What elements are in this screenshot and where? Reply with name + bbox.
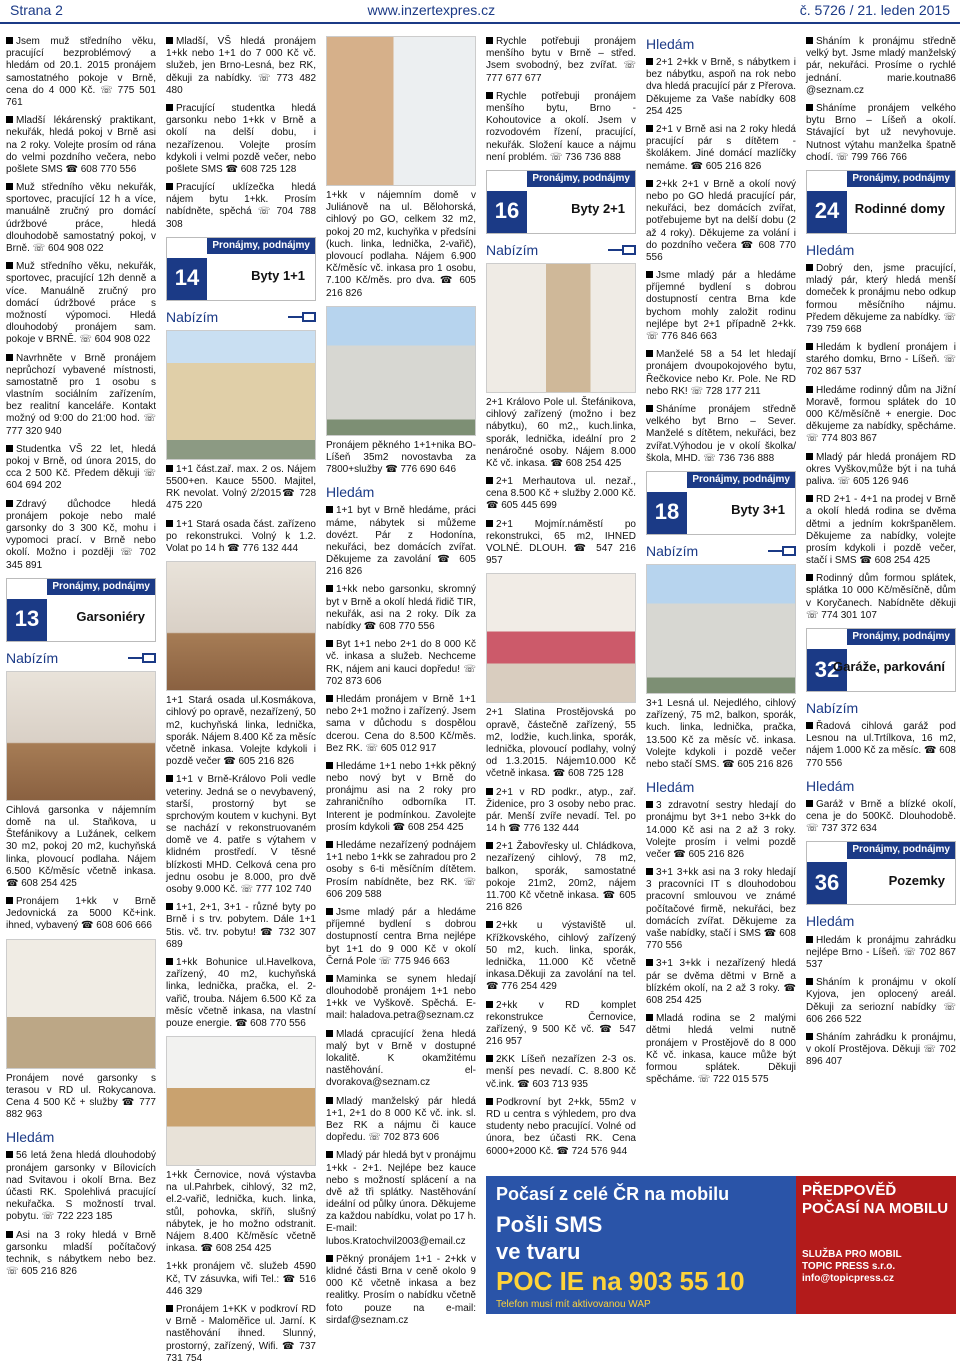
ad-item: Byt 1+1 nebo 2+1 do 8 000 Kč vč. inkasa a služeb. Nechceme RK, nájem ani kauci dopředu! ☏ 702 873 606 bbox=[326, 639, 476, 687]
ad-item: Pracující studentka hledá garsonku nebo 1+kk v Brně a okolí na delší dobu, i nezařízenou. Volejte prosím kdykoli i velmi pozdě večer, nebo pošlete SMS ☎ 608 725 128 bbox=[166, 102, 316, 175]
bullet-square-icon bbox=[486, 520, 493, 527]
arrow-right-icon bbox=[768, 546, 796, 556]
ad-item: Mladá cpracující žena hledá malý byt v Brně v dostupné lokalitě. K okamžitému nastěhování. el-dvorakova@seznam.cz bbox=[326, 1028, 476, 1089]
ad-item: 2KK Líšeň nezařízen 2-3 os. menší pes nevadí. C. 8.800 Kč vč.ink. ☎ 603 713 935 bbox=[486, 1054, 636, 1090]
banner-title: Počasí z celé ČR na mobilu bbox=[496, 1184, 730, 1204]
search-heading: Hledám bbox=[326, 484, 375, 501]
apartment-photo bbox=[166, 561, 316, 691]
ad-item: Hledám k bydlení pronájem i starého domku, Brno - Líšeň. ☏ 702 867 537 bbox=[806, 342, 956, 378]
ad-item: Jsem muž středního věku, pracující bezproblémový a hledám od 20.1. 2015 pronájem samostatného pokoje v Brně, cena do 4 000 Kč. ☏ 775 501 761 bbox=[6, 36, 156, 108]
search-heading: Hledám bbox=[806, 777, 855, 794]
ad-item: Pronájem 1+kk v Brně Jedovnická za 5000 Kč+ink. ihned, vybavený ☎ 608 606 666 bbox=[6, 896, 156, 932]
section-number: 14 bbox=[167, 258, 207, 300]
photo-caption: 3+1 Lesná ul. Nejedlého, cihlový zařízený, 75 m2, balkon, sporák, kuch. linka, lednička, pračka, 13.500 Kč za měsíc vč. inkasa. Volejte kdykoli i pozdě večer nebo stačí SMS. ☎ 605 216 826 bbox=[646, 697, 796, 770]
search-heading: Hledám bbox=[806, 913, 855, 930]
bullet-square-icon bbox=[646, 180, 653, 187]
apartment-photo bbox=[6, 671, 156, 801]
section-header-garsoniery bbox=[6, 578, 156, 642]
photo-caption: Pronájem pěkného 1+1+nika BO-Líšeň 35m2 novostavba za 7800+služby ☎ 776 690 646 bbox=[326, 439, 476, 476]
section-rubric: Pronájmy, podnájmy bbox=[47, 579, 155, 595]
photo-caption: 1+kk pronájem vč. služeb 4590 Kč, TV zásuvka, wifi Tel.: ☎ 516 446 329 bbox=[166, 1261, 316, 1297]
section-header-pozemky bbox=[806, 841, 956, 905]
section-category: Byty 2+1 bbox=[571, 201, 625, 217]
building-photo bbox=[166, 330, 316, 460]
building-photo bbox=[646, 564, 796, 694]
bullet-square-icon bbox=[806, 386, 813, 393]
bullet-square-icon bbox=[6, 262, 13, 269]
photo-caption: 2+1 Královo Pole ul. Štefánikova, cihlový zařízený (možno i bez nábytku), 60 m2,, kuch.linka, sporák, lednička, ideální pro 2 nenáročné osoby. Nájem 8.000 Kč vč. inkasa. ☎ 608 254 425 bbox=[486, 396, 636, 469]
section-number: 16 bbox=[487, 191, 527, 233]
ad-item: Pronájem 1+KK v podkroví RD v Brně - Maloměřice ul. Jarní. K nastěhování ihned. Slunný, prostorný, zařízený, Wifi. ☎ 737 731 754 bbox=[166, 1303, 316, 1364]
section-number: 24 bbox=[807, 191, 847, 233]
bullet-square-icon bbox=[646, 350, 653, 357]
bullet-square-icon bbox=[166, 37, 173, 44]
bullet-square-icon bbox=[806, 264, 813, 271]
ad-item: Mladý manželský pár hledá 1+1, 2+1 do 8 000 Kč vč. ink. sl. Bez RK a nájmu či kauce dopředu. ☏ 702 873 606 bbox=[326, 1095, 476, 1144]
section-rubric: Pronájmy, podnájmy bbox=[527, 171, 635, 187]
photo-caption: 1+kk Černovice, nová výstavba na ul.Pahrbek, cihlový, 32 m2, el.2-vařič, lednička, kuch. linka, stůl, pohovka, skříň, slušný nábytek, je ho možno odstranit. Nájem 8.400 Kč/měsíc včetně inkasa. ☎ 608 254 425 bbox=[166, 1170, 316, 1255]
ad-item: 3+1 3+kk asi na 3 roky hledají 3 pracovníci IT s dlouhodobou pracovní smlouvou ve známé počítačové firmě, nekuřáci, bez domácích zvířat. Děkujeme za vaše nabídky, stačí i SMS ☎ 608 770 556 bbox=[646, 867, 796, 952]
section-number: 32 bbox=[807, 649, 847, 691]
bullet-square-icon bbox=[486, 788, 493, 795]
bullet-square-icon bbox=[326, 585, 333, 592]
issue-date: č. 5726 / 21. leden 2015 bbox=[799, 2, 950, 19]
bullet-square-icon bbox=[806, 1033, 813, 1040]
bullet-square-icon bbox=[646, 125, 653, 132]
section-header-byty-3-1 bbox=[646, 471, 796, 535]
bullet-square-icon bbox=[486, 842, 493, 849]
apartment-photo bbox=[166, 1036, 316, 1166]
section-category: Rodinné domy bbox=[854, 201, 945, 217]
bullet-square-icon bbox=[326, 1030, 333, 1037]
weather-sms-banner bbox=[486, 1176, 956, 1314]
ad-item: Muž středního věku nekuřák, sportovec, pracující 12 h a více, manuálně zručný pro domácí údržbové práce, hledá dlouhodobě samostatný pokoj, v Brně. ☏ 604 908 022 bbox=[6, 182, 156, 254]
ad-item: Hledám k pronájmu zahrádku nejlépe Brno - Líšeň. ☏ 702 867 537 bbox=[806, 934, 956, 970]
section-rubric: Pronájmy, podnájmy bbox=[207, 238, 315, 254]
ad-item: 1+kk Bohunice ul.Havelkova, zařízený, 40 m2, kuchyňská linka, lednička, pračka, el. 2-vařič, trouba. Nájem 6.500 Kč za měsíc včetně inkasa, na vlastní pouze energie. ☎ 608 770 556 bbox=[166, 956, 316, 1029]
bathroom-photo bbox=[326, 36, 476, 186]
ad-item: 2+1 v RD podkr., atyp., zař. Židenice, pro 3 osoby nebo prac. pár. Menší zvíře nevadí. Tel. po 14 h ☎ 776 132 444 bbox=[486, 786, 636, 835]
bullet-square-icon bbox=[326, 762, 333, 769]
bullet-square-icon bbox=[6, 500, 13, 507]
ad-item: Rychle potřebuji pronájem menšího bytu, Brno - Kohoutovice a okolí. Jsem v rozvodovém řízení, pracující, nekuřák. Složení kauce a nájmu není problém. ☏ 736 736 888 bbox=[486, 90, 636, 163]
section-header-byty-2-1 bbox=[486, 170, 636, 234]
ad-item: 2+1 2+kk v Brně, s nábytkem i bez nábytku, aspoň na rok nebo dva hledá pracující pár z Přerova. Děkujeme za Vaše nabídky 608 254 425 bbox=[646, 57, 796, 117]
banner-sms-code: POC IE na 903 55 10 bbox=[496, 1265, 745, 1296]
bullet-square-icon bbox=[166, 1305, 173, 1312]
ad-item: 2+1 Mojmír.náměstí po rekonstrukci, 65 m2, IHNED VOLNÉ. DLOUH. ☎ 547 216 957 bbox=[486, 518, 636, 567]
bullet-square-icon bbox=[486, 92, 493, 99]
section-number: 36 bbox=[807, 862, 847, 904]
ad-item: 2+kk u výstaviště ul. Křížkovského, cihlový zařízený 50 m2, kuch. linka, sporák, lednička, 11.000 Kč včetně inkasa.Děkuji za zavolání na tel. ☎ 776 254 429 bbox=[486, 920, 636, 993]
bullet-square-icon bbox=[646, 271, 653, 278]
offer-heading: Nabízím bbox=[486, 242, 636, 259]
search-heading: Hledám bbox=[6, 1129, 55, 1146]
search-heading: Hledám bbox=[806, 241, 855, 258]
building-photo bbox=[326, 306, 476, 436]
section-category: Pozemky bbox=[888, 872, 945, 888]
bullet-square-icon bbox=[486, 1001, 493, 1008]
photo-caption: 2+1 Slatina Prostějovská po opravě, částečně zařízený, 55 m2, lodžie, kuch.linka, sporák, lednička, plovoucí podlahy, volný od 1.3.2015. Nájem10.000 Kč včetně inkasa. ☎ 608 725 128 bbox=[486, 707, 636, 780]
bullet-square-icon bbox=[646, 868, 653, 875]
ad-item: Řadová cihlová garáž pod Lesnou na ul.Trtílkova, 16 m2, nájem 1.000 Kč za měsíc. ☎ 608 770 556 bbox=[806, 721, 956, 769]
ad-item: Zdravý důchodce hledá pronájem pokoje nebo malé garsonky do 3 300 Kč, mohu i vypomoci prací. v Brně nebo okolí. Možno i později ☏ 702 345 891 bbox=[6, 498, 156, 571]
bullet-square-icon bbox=[6, 354, 13, 361]
ad-item: Hledáme nezařízený podnájem 1+1 nebo 1+kk se zahradou pro 2 osoby s 6-ti měsíčním dítětem. Prosím nabídněte, bez RK. ☏ 606 209 588 bbox=[326, 840, 476, 900]
ad-item: Navrhněte v Brně pronájem neprůchozí vybavené místnosti, samostatně pro 1 osobu s vlastním sociálním zařízením, bez realitní kanceláře. Kontakt možný od 9:00 do 21:00 hod. ☏ 777 320 940 bbox=[6, 352, 156, 437]
bullet-square-icon bbox=[806, 37, 813, 44]
bullet-square-icon bbox=[166, 520, 173, 527]
bullet-square-icon bbox=[326, 1255, 333, 1262]
ad-item: Studentka VŠ 22 let, hledá pokoj v Brně, od února 2015, do cca 2 500 Kč. Předem děkuji ☏ 604 694 202 bbox=[6, 443, 156, 492]
ad-item: Mladší, VŠ hledá pronájem 1+kk nebo 1+1 do 7 000 Kč vč. služeb, jen Brno-Lesná, bez RK, děkuji za nabídky. ☏ 773 482 480 bbox=[166, 36, 316, 96]
bullet-square-icon bbox=[166, 775, 173, 782]
ad-item: Hledáme rodinný dům na Jižní Moravě, formou splátek do 10 000 Kč/měsíčně + energie. Doc děkujeme za nabídky, spěcháme. ☏ 774 803 867 bbox=[806, 384, 956, 445]
apartment-photo bbox=[486, 263, 636, 393]
ad-item: Mladá rodina se 2 malými dětmi hledá velmi nutně pronájem v Prostějově do 8 000 Kč vč. inkasa, kauce může být formou splátek. Děkuji spěcháme. ☏ 722 015 575 bbox=[646, 1013, 796, 1086]
bullet-square-icon bbox=[166, 183, 173, 190]
ad-item: Mladší lékárenský praktikant, nekuřák, hledá pokoj v Brně asi na 2 roky. Volejte prosím od rána do velmi pozdního večera, nebo pošlete SMS ☎ 608 770 556 bbox=[6, 115, 156, 175]
section-rubric: Pronájmy, podnájmy bbox=[847, 171, 955, 187]
apartment-photo bbox=[6, 939, 156, 1069]
ad-item: Sháníme pronájem velkého bytu Brno – Líšeň a okolí. Stávající byt už nevyhovuje. Nutnost výtahu manželka špatně chodí. ☏ 799 766 766 bbox=[806, 102, 956, 163]
banner-right-title: PŘEDPOVĚĎ POČASÍ NA MOBILU bbox=[802, 1182, 949, 1218]
bullet-square-icon bbox=[646, 405, 653, 412]
section-rubric: Pronájmy, podnájmy bbox=[687, 472, 795, 488]
bullet-square-icon bbox=[166, 958, 173, 965]
ad-item: Manželé 58 a 54 let hledají pronájem dvoupokojového bytu, Řečkovice nebo Kr. Pole. Ne RD nebo RK! ☏ 728 177 211 bbox=[646, 349, 796, 397]
search-heading: Hledám bbox=[646, 779, 695, 796]
bullet-square-icon bbox=[326, 640, 333, 647]
ad-item: 2+1 v Brně asi na 2 roky hledá pracující pár s dítětem - školákem. Jiné domácí mazlíčky nemáme. ☎ 605 216 826 bbox=[646, 124, 796, 172]
ad-item: 2+kk 2+1 v Brně a okolí nový nebo po GO hledá pracující pár, nekuřáci, bez domácích zvířat, potřebujeme byt na delší dobu (2 až 4 roky). Děkujeme za volání i do pozdního večera ☎ 608 770 556 bbox=[646, 178, 796, 263]
photo-caption: Cihlová garsonka v nájemním domě na ul. Staňkova, u Štefánikovy a Lužánek, celkem 30 m2, pokoj 20 m2, kuchyňská linka, plovoucí podlaha. Nájem 6.500 Kč/měsíc včetně inkasa. ☎ 608 254 425 bbox=[6, 804, 156, 889]
bullet-square-icon bbox=[6, 897, 13, 904]
bullet-square-icon bbox=[806, 722, 813, 729]
bullet-square-icon bbox=[486, 1055, 493, 1062]
ad-item: 2+1 Žabovřesky ul. Chládkova, nezařízený cihlový, 78 m2, balkon, sporák, samostatné pokoje 21m2, 20m2, nájem 11.700 Kč včetně inkasa. ☎ 605 216 826 bbox=[486, 841, 636, 914]
column-5 bbox=[646, 36, 796, 1319]
ad-item: 1+1 Stará osada část. zařízeno po rekonstrukci. Volný k 1.2. Volat po 14 h ☎ 776 132 444 bbox=[166, 518, 316, 555]
ad-item: Sháníme pronájem středně velkého byt Brno – Sever. Manželé s dítětem, nekuřáci, bez zvířat.Výhodou je v okolí školka/škola, MHD. ☏ 736 736 888 bbox=[646, 403, 796, 464]
bullet-square-icon bbox=[806, 343, 813, 350]
ad-item: Sháním k pronájmu v okolí Kyjova, jen oplocený areál. Děkuji za seriozní nabídky ☏ 606 266 522 bbox=[806, 977, 956, 1025]
bullet-square-icon bbox=[6, 1151, 13, 1158]
photo-caption: 1+1 Stará osada ul.Kosmákova, cihlový po opravě, nezařízený, 50 m2, kuchyňská linka, lednička, sporák. Nájem 8.400 Kč za měsíc včetně inkasa. Volejte kdykoli i pozdě večer ☎ 605 216 826 bbox=[166, 695, 316, 768]
ad-item: Rychle potřebuji pronájem menšího bytu v Brně – střed. Jsem svobodný, bez zvířat. ☏ 777 677 677 bbox=[486, 36, 636, 84]
bullet-square-icon bbox=[6, 445, 13, 452]
ad-item: 3+1 3+kk i nezařízený hledá pár se dvěma dětmi v Brně a blízkém okolí, na 2 až 3 roky. ☎ 608 254 425 bbox=[646, 958, 796, 1006]
site-url[interactable]: www.inzertexpres.cz bbox=[367, 2, 496, 19]
ad-item: Mladý pár hledá byt v pronájmu 1+kk - 2+1. Nejlépe bez kauce nebo s možností splácení a na dvě až tři splátky. Nastěhování ideální od půlky února. Děkujeme za každou nabídku, volat po 17 h. E-mail: lubos.Kratochvil2003@email.cz bbox=[326, 1150, 476, 1247]
column-2 bbox=[166, 36, 316, 1364]
bullet-square-icon bbox=[6, 183, 13, 190]
ad-item: 2+kk v RD komplet rekonstrukce Černovice, zařízený, 9 500 Kč vč. ☎ 547 216 957 bbox=[486, 999, 636, 1048]
bullet-square-icon bbox=[326, 841, 333, 848]
section-number: 18 bbox=[647, 492, 687, 534]
bullet-square-icon bbox=[806, 453, 813, 460]
bullet-square-icon bbox=[6, 1231, 13, 1238]
photo-caption: 1+kk v nájemním domě v Juliánově na ul. Bělohorská, cihlový po GO, celkem 32 m2, pokoj 20 m2, kuchyňka v předsíni (kuch. linka, lednička, 2-vařič), plovoucí podlaha. Nájem 6.900 Kč/měsíc vč. inkasa pro 1 osobu, 7.100 Kč/měs. pro dva. ☎ 605 216 826 bbox=[326, 190, 476, 299]
apartment-photo bbox=[486, 573, 636, 703]
ad-item: Rodinný dům formou splátek, splátka 10 000 Kč/měsíčně, dům v Koryčanech. Nabídněte děkuji ☏ 774 301 107 bbox=[806, 573, 956, 621]
bullet-square-icon bbox=[166, 465, 173, 472]
section-category: Byty 3+1 bbox=[731, 502, 785, 518]
ad-item: Dobrý den, jsme pracující, mladý pár, který hledá menší domeček k pronájmu nebo odkup formou měsíčního nájmu. Předem děkujeme za nabídky. ☏ 739 759 668 bbox=[806, 262, 956, 335]
bullet-square-icon bbox=[326, 1097, 333, 1104]
ad-item: 2+1 Merhautova ul. nezař., cena 8.500 Kč + služby 2.000 Kč. ☎ 605 445 699 bbox=[486, 476, 636, 512]
bullet-square-icon bbox=[326, 695, 333, 702]
banner-line2: ve tvaru bbox=[496, 1238, 581, 1264]
section-category: Garsoniéry bbox=[76, 608, 145, 624]
ad-item: Muž středního věku, nekuřák, sportovec, pracující 12h denně a více. Manuálně zručný pro domácí údržbové práce s možností výpomoci. Hledá dlouhodobý pronájem sam. pokoje v BRNĚ. ☏ 604 908 022 bbox=[6, 261, 156, 346]
section-number: 13 bbox=[7, 599, 47, 641]
ad-item: Garáž v Brně a blízké okolí, cena je do 500Kč. Dlouhodobě. ☏ 737 372 634 bbox=[806, 798, 956, 835]
offer-heading: Nabízím bbox=[806, 700, 859, 717]
offer-heading: Nabízím bbox=[6, 650, 156, 667]
ad-item: Hledám pronájem v Brně 1+1 nebo 2+1 možno i zařízený. Jsem sama v důchodu s dospělou dcerou. Cena do 8.500 Kč/měs. Bez RK. ☏ 605 012 917 bbox=[326, 693, 476, 754]
section-header-byty-1-1 bbox=[166, 237, 316, 301]
bullet-square-icon bbox=[326, 506, 333, 513]
bullet-square-icon bbox=[486, 37, 493, 44]
bullet-square-icon bbox=[646, 1014, 653, 1021]
bullet-square-icon bbox=[6, 116, 13, 123]
ad-item: Pracující uklízečka hledá nájem bytu 1+kk. Prosím nabídněte, spěchá ☏ 704 788 308 bbox=[166, 182, 316, 230]
bullet-square-icon bbox=[806, 495, 813, 502]
ad-item: 1+1 část.zař. max. 2 os. Nájem 5500+en. Kauce 5500. Majitel, RK nevolat. Volný 2/2015☎ 728 475 220 bbox=[166, 463, 316, 512]
bullet-square-icon bbox=[806, 574, 813, 581]
bullet-square-icon bbox=[486, 477, 493, 484]
ad-item: Sháním k pronájmu středně velký byt. Jsme mladý manželský pár, nekuřáci. Prosíme o rychlé jednání. marie.koutna86 @seznam.cz bbox=[806, 36, 956, 96]
ad-item: Jsme mladý pár a hledáme příjemné bydlení s dobrou dostupností centra Brna kde bychom mohly založit rodinu nejlépe byt 2+1 případně 2+kk. ☏ 776 846 663 bbox=[646, 270, 796, 343]
section-header-rodinne-domy bbox=[806, 170, 956, 234]
ad-item: Sháním zahrádku k pronájmu, v okolí Prostějova. Děkuji ☏ 702 896 407 bbox=[806, 1031, 956, 1068]
bullet-square-icon bbox=[806, 800, 813, 807]
column-1 bbox=[6, 36, 156, 1319]
arrow-right-icon bbox=[608, 245, 636, 255]
offer-heading: Nabízím bbox=[166, 309, 316, 326]
banner-left bbox=[486, 1176, 796, 1314]
ad-item: 1+kk nebo garsonku, skromný byt v Brně a okolí hledá řidič TIR, nekuřák, asi na 2 roky. Dík za nabídky ☎ 608 770 556 bbox=[326, 584, 476, 633]
page-header bbox=[0, 0, 960, 24]
bullet-square-icon bbox=[646, 801, 653, 808]
ad-item: 1+1, 2+1, 3+1 - různé byty po Brně i s trv. pobytem. Dále 1+1 5tis. vč. trv. pobytu! ☎ 732 307 689 bbox=[166, 902, 316, 950]
bullet-square-icon bbox=[326, 1151, 333, 1158]
column-3 bbox=[326, 36, 476, 1326]
bullet-square-icon bbox=[166, 104, 173, 111]
ad-item: 1+1 v Brně-Královo Poli vedle veteriny. Jedná se o nevybavený, starší, prostorný byt se sprchovým koutem v kuchyni. Byt se nachází v rekonstruovaném domě ve 4. patře s výtahem v klidném prostředí. V těsné blízkosti MHD. Celková cena pro jednu osobu je 8.000, pro dvě osoby 9.000 Kč. ☏ 777 102 740 bbox=[166, 774, 316, 896]
ad-item: Asi na 3 roky hledá v Brně garsonku mladší počítačový technik, s nábytkem nebo bez. ☏ 605 216 826 bbox=[6, 1229, 156, 1278]
bullet-square-icon bbox=[646, 959, 653, 966]
photo-caption: Pronájem nové garsonky s terasou v RD ul. Rokycanova. Cena 4 500 Kč + služby ☎ 777 882 963 bbox=[6, 1072, 156, 1121]
bullet-square-icon bbox=[486, 1098, 493, 1105]
bullet-square-icon bbox=[806, 104, 813, 111]
bullet-square-icon bbox=[6, 37, 13, 44]
ad-item: Pěkný pronájem 1+1 - 2+kk v klidné části Brna v ceně okolo 9 000 Kč včetně inkasa a bez realitky. Prosím o nabídku včetně foto pouze na e-mail: sirdaf@seznam.cz bbox=[326, 1253, 476, 1326]
ad-item: 3 zdravotní sestry hledají do pronájmu byt 3+1 nebo 3+kk do 14.000 Kč asi na 2 až 3 roky. Volejte prosím i velmi pozdě večer ☎ 605 216 826 bbox=[646, 800, 796, 860]
ad-item: Mladý pár hledá pronájem RD okres Vyškov,může být i na tuhá paliva. ☏ 605 126 946 bbox=[806, 451, 956, 487]
ad-item: Maminka se synem hledají dlouhodobě pronájem 1+1 nebo 1+kk ve Vyškově. Spěchá. E-mail: haladova.petra@seznam.cz bbox=[326, 973, 476, 1022]
ad-item: Jsme mladý pár a hledáme příjemné bydlení s dobrou dostupností centra Brna nejlépe byt 1+1 do 9 000 Kč v okolí Černá Pole ☏ 775 946 663 bbox=[326, 906, 476, 967]
column-4 bbox=[486, 36, 636, 1319]
bullet-square-icon bbox=[806, 978, 813, 985]
offer-heading: Nabízím bbox=[646, 543, 796, 560]
banner-right-small1: SLUŽBA PRO MOBIL bbox=[802, 1248, 902, 1260]
ad-item: 1+1 byt v Brně hledáme, práci máme, nábytek si můžeme dovézt. Pár z Hodonína, nekuřáci, bez domácích zvířat. Děkujeme za zavolání ☎ 605 216 826 bbox=[326, 505, 476, 578]
page-number: Strana 2 bbox=[10, 2, 63, 19]
bullet-square-icon bbox=[166, 903, 173, 910]
ad-item: Podkrovní byt 2+kk, 55m2 v RD u centra s výhledem, pro dva studenty nebo pracující. Volné od února, bez účasti RK. Cena 6000+2000 Kč. ☎ 724 576 944 bbox=[486, 1096, 636, 1157]
arrow-right-icon bbox=[128, 653, 156, 663]
bullet-square-icon bbox=[646, 58, 653, 65]
section-rubric: Pronájmy, podnájmy bbox=[847, 629, 955, 645]
section-category: Byty 1+1 bbox=[251, 267, 305, 283]
section-rubric: Pronájmy, podnájmy bbox=[847, 842, 955, 858]
bullet-square-icon bbox=[486, 921, 493, 928]
ad-item: 56 letá žena hledá dlouhodobý pronájem garsonky v Bílovicích nad Svitavou i okolí Brna. Bez účasti RK. Spolehlivá pracující nekuřačka. S možností trval. pobytu. ☏ 722 223 185 bbox=[6, 1150, 156, 1223]
search-heading: Hledám bbox=[646, 36, 695, 52]
section-category: Garáže, parkování bbox=[833, 659, 945, 675]
bullet-square-icon bbox=[326, 975, 333, 982]
section-header-garaze bbox=[806, 628, 956, 692]
banner-line1: Pošli SMS bbox=[496, 1211, 603, 1237]
banner-footer: Telefon musí mít aktivovanou WAP bbox=[496, 1299, 651, 1311]
arrow-right-icon bbox=[288, 312, 316, 322]
ad-item: RD 2+1 - 4+1 na prodej v Brně a okolí hledá rodina se dvěma dětmi a jedním kokršpanělem. Děkujeme za nabídky, volejte prosím kdykoli i pozdě večer, stačí i SMS ☎ 608 254 425 bbox=[806, 494, 956, 567]
banner-right-small2: TOPIC PRESS s.r.o. info@topicpress.cz bbox=[802, 1260, 896, 1284]
bullet-square-icon bbox=[326, 908, 333, 915]
banner-right bbox=[796, 1176, 956, 1314]
column-6 bbox=[806, 36, 956, 1319]
bullet-square-icon bbox=[806, 936, 813, 943]
ad-item: Hledáme 1+1 nebo 1+kk pěkný nebo nový byt v Brně do pronájmu asi na 2 roky pro zahraničního odborníka IT. Interent je podmínkou. Zavolejte prosím kdykoli ☎ 608 254 425 bbox=[326, 760, 476, 833]
